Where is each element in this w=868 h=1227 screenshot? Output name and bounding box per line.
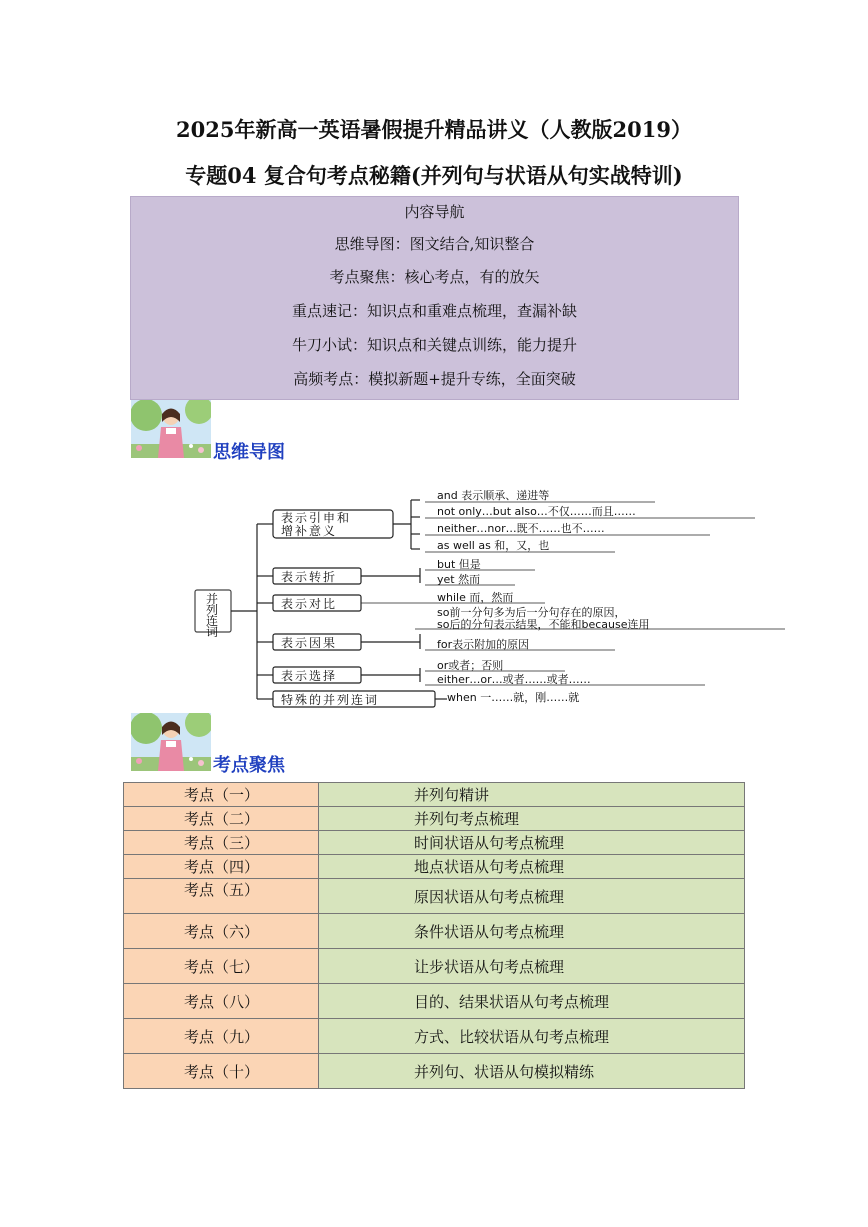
branch-comparison: 表示对比 — [281, 597, 338, 611]
leaf-so-line1: so前一分句多为后一分句存在的原因， — [437, 606, 626, 619]
mindmap-root-char: 并 — [205, 592, 221, 606]
branch-choice: 表示选择 — [281, 669, 338, 683]
mindmap-root — [206, 592, 220, 639]
table-cell-key: 考点（七） — [124, 949, 319, 984]
table-cell-topic: 时间状语从句考点梳理 — [319, 831, 745, 855]
nav-item-focus: 考点聚焦：核心考点，有的放矢 — [329, 268, 540, 286]
table-cell-key: 考点（十） — [124, 1054, 319, 1089]
table-cell-key: 考点（八） — [124, 984, 319, 1019]
table-row — [124, 783, 745, 807]
mindmap-root-char: 连 — [205, 614, 221, 628]
focus-table — [123, 782, 745, 1089]
mindmap-root-char: 词 — [205, 625, 221, 639]
branch-extension-line2: 增补意义 — [281, 524, 338, 538]
table-row — [124, 914, 745, 949]
leaf-for: for表示附加的原因 — [437, 638, 530, 651]
girl-illustration-icon — [131, 713, 211, 771]
table-cell-key: 考点（四） — [124, 855, 319, 879]
table-row — [124, 855, 745, 879]
leaf-not-only: not only…but also…不仅……而且…… — [437, 505, 636, 518]
table-cell-topic: 并列句考点梳理 — [319, 807, 745, 831]
table-cell-topic: 让步状语从句考点梳理 — [319, 949, 745, 984]
branch-cause-effect: 表示因果 — [281, 636, 338, 650]
table-cell-key: 考点（一） — [124, 783, 319, 807]
leaf-so-line2: so后的分句表示结果，不能和because连用 — [437, 618, 650, 631]
leaf-and: and 表示顺承、递进等 — [437, 489, 550, 502]
leaf-as-well-as: as well as 和，又，也 — [437, 539, 550, 552]
table-cell-topic: 目的、结果状语从句考点梳理 — [319, 984, 745, 1019]
leaf-while: while 而，然而 — [437, 591, 514, 604]
focus-section-title: 考点聚焦 — [213, 755, 285, 776]
table-row — [124, 879, 745, 914]
table-cell-topic: 地点状语从句考点梳理 — [319, 855, 745, 879]
table-row — [124, 1054, 745, 1089]
document-title: 2025年新高一英语暑假提升精品讲义（人教版2019） — [176, 117, 692, 142]
table-row — [124, 831, 745, 855]
mindmap-root-char: 列 — [205, 603, 221, 617]
table-cell-key: 考点（五） — [124, 879, 319, 914]
leaf-either-or: either…or…或者……或者…… — [437, 673, 591, 686]
table-cell-topic: 方式、比较状语从句考点梳理 — [319, 1019, 745, 1054]
table-cell-key: 考点（六） — [124, 914, 319, 949]
table-cell-key: 考点（三） — [124, 831, 319, 855]
table-cell-topic: 并列句、状语从句模拟精练 — [319, 1054, 745, 1089]
focus-section-header — [131, 713, 431, 776]
nav-item-notes: 重点速记：知识点和重难点梳理，查漏补缺 — [291, 302, 577, 320]
table-cell-key: 考点（二） — [124, 807, 319, 831]
leaf-neither-nor: neither…nor…既不……也不…… — [437, 522, 605, 535]
leaf-when: when 一……就，刚……就 — [447, 691, 580, 704]
table-cell-topic: 原因状语从句考点梳理 — [319, 879, 745, 914]
leaf-yet: yet 然而 — [437, 573, 481, 586]
nav-item-practice: 牛刀小试：知识点和关键点训练，能力提升 — [291, 336, 577, 354]
leaf-or: or或者；否则 — [437, 659, 504, 672]
table-cell-topic: 并列句精讲 — [319, 783, 745, 807]
table-row — [124, 1019, 745, 1054]
girl-illustration-icon — [131, 400, 211, 458]
document-subtitle: 专题04 复合句考点秘籍(并列句与状语从句实战特训) — [185, 163, 683, 188]
table-cell-topic: 条件状语从句考点梳理 — [319, 914, 745, 949]
branch-special-conjunctions: 特殊的并列连词 — [281, 693, 380, 707]
table-row — [124, 984, 745, 1019]
leaf-but: but 但是 — [437, 558, 481, 571]
nav-item-highfreq: 高频考点：模拟新题+提升专练，全面突破 — [293, 370, 576, 388]
mindmap-diagram — [185, 484, 795, 716]
table-row — [124, 807, 745, 831]
mindmap-section-header — [131, 400, 431, 463]
branch-extension-line1: 表示引申和 — [281, 511, 352, 525]
mindmap-section-title: 思维导图 — [213, 442, 285, 463]
nav-heading: 内容导航 — [404, 203, 465, 221]
content-navigation-box — [130, 196, 739, 400]
table-cell-key: 考点（九） — [124, 1019, 319, 1054]
branch-contrast-turn: 表示转折 — [281, 570, 338, 584]
table-row — [124, 949, 745, 984]
nav-item-mindmap: 思维导图：图文结合,知识整合 — [334, 235, 535, 253]
